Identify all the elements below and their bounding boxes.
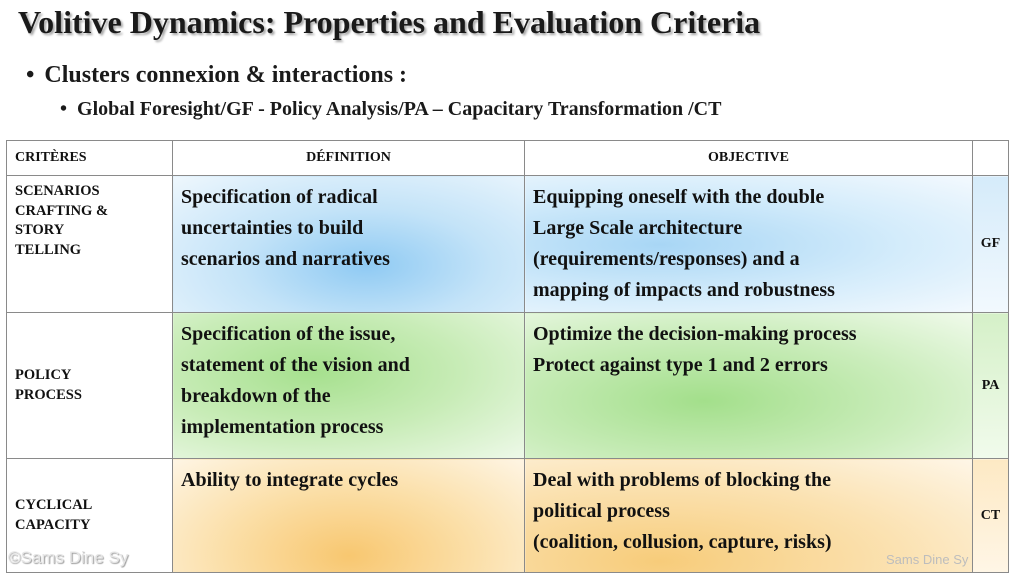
definition-line: scenarios and narratives bbox=[181, 248, 390, 270]
objective-line: Large Scale architecture bbox=[533, 217, 743, 239]
header-criteres: CRITÈRES bbox=[7, 141, 173, 176]
objective-line: Optimize the decision-making process bbox=[533, 323, 857, 345]
slide-title: Volitive Dynamics: Properties and Evaluation Criteria bbox=[18, 4, 761, 40]
row-ct-code: CT bbox=[973, 459, 1009, 573]
table-row bbox=[7, 459, 1009, 573]
row-pa-criteria bbox=[7, 313, 173, 459]
watermark-right: Sams Dine Sy bbox=[886, 552, 969, 567]
bullet-level-2-text: Global Foresight/GF - Policy Analysis/PA – Capacitary Transformation /CT bbox=[77, 98, 722, 120]
definition-line: breakdown of the bbox=[181, 385, 331, 407]
objective-line: Equipping oneself with the double bbox=[533, 186, 825, 208]
bullet-level-1 bbox=[26, 62, 407, 89]
criteria-line: POLICY bbox=[15, 366, 72, 383]
criteria-line: CRAFTING & bbox=[15, 202, 109, 219]
header-objective: OBJECTIVE bbox=[525, 141, 973, 176]
definition-line: implementation process bbox=[181, 416, 384, 438]
criteria-line: CAPACITY bbox=[15, 516, 91, 533]
table-row bbox=[7, 313, 1009, 459]
criteria-line: PROCESS bbox=[15, 386, 82, 403]
criteria-line: SCENARIOS bbox=[15, 183, 100, 199]
header-code bbox=[973, 141, 1009, 176]
bullet-level-2 bbox=[60, 98, 721, 121]
definition-line: uncertainties to build bbox=[181, 217, 364, 239]
bullet-dot-icon: • bbox=[60, 98, 68, 120]
row-gf-objective bbox=[525, 176, 973, 313]
objective-line: mapping of impacts and robustness bbox=[533, 279, 835, 301]
objective-line: (requirements/responses) and a bbox=[533, 248, 800, 270]
definition-line: Ability to integrate cycles bbox=[181, 469, 399, 491]
watermark-left: ©Sams Dine Sy bbox=[8, 548, 129, 567]
row-pa-objective bbox=[525, 313, 973, 459]
objective-line: (coalition, collusion, capture, risks) bbox=[533, 531, 832, 553]
bullet-level-1-text: Clusters connexion & interactions : bbox=[44, 62, 408, 88]
definition-line: Specification of radical bbox=[181, 186, 378, 208]
objective-line: political process bbox=[533, 500, 670, 522]
objective-line: Protect against type 1 and 2 errors bbox=[533, 354, 828, 376]
criteria-table bbox=[6, 140, 1009, 573]
criteria-line: TELLING bbox=[15, 241, 82, 258]
row-ct-definition bbox=[173, 459, 525, 573]
criteria-line: STORY bbox=[15, 222, 65, 239]
table-row bbox=[7, 176, 1009, 313]
criteria-line: CYCLICAL bbox=[15, 496, 93, 513]
row-gf-code: GF bbox=[973, 176, 1009, 313]
definition-line: Specification of the issue, bbox=[181, 323, 396, 345]
definition-line: statement of the vision and bbox=[181, 354, 410, 376]
objective-line: Deal with problems of blocking the bbox=[533, 469, 831, 491]
row-gf-criteria bbox=[7, 176, 173, 313]
row-gf-definition bbox=[173, 176, 525, 313]
row-pa-definition bbox=[173, 313, 525, 459]
row-pa-code: PA bbox=[973, 313, 1009, 459]
bullet-dot-icon: • bbox=[26, 62, 35, 88]
header-definition: DÉFINITION bbox=[173, 141, 525, 176]
table-header-row bbox=[7, 141, 1009, 176]
